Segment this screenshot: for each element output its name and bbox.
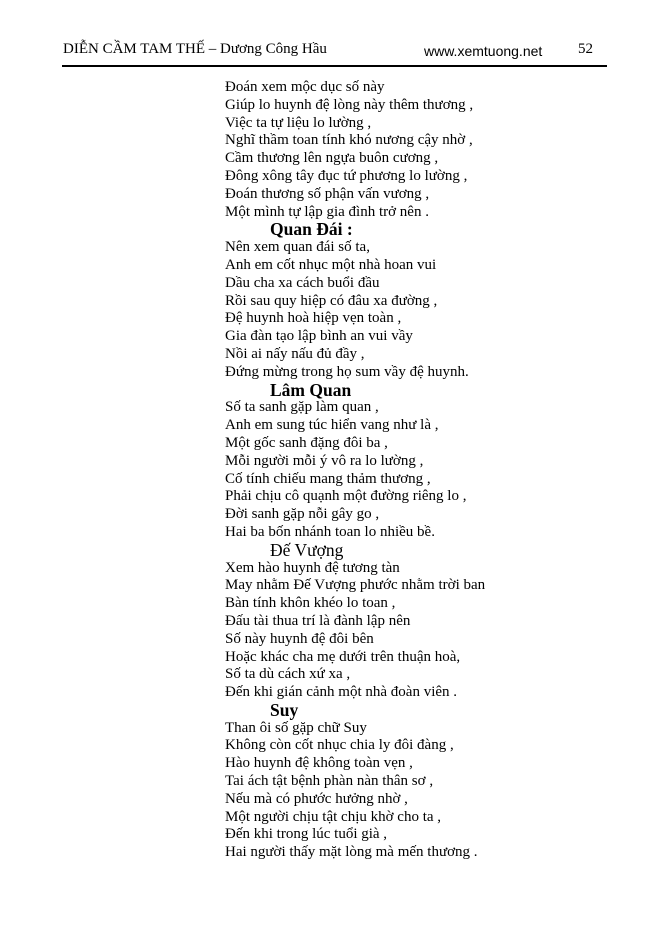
poem-line: Dầu cha xa cách buổi đầu bbox=[225, 274, 380, 291]
poem-line: Nồi ai nấy nấu đủ đầy , bbox=[225, 345, 365, 362]
poem-line: Nếu mà có phước hưởng nhờ , bbox=[225, 790, 408, 807]
poem-line: Anh em cốt nhục một nhà hoan vui bbox=[225, 256, 437, 273]
poem-line: Xem hào huynh đệ tương tàn bbox=[225, 559, 400, 576]
header-page-number: 52 bbox=[578, 41, 593, 57]
poem-line: Hai ba bốn nhánh toan lo nhiều bề. bbox=[225, 523, 435, 540]
poem-line: Đấu tài thua trí là đành lập nên bbox=[225, 612, 411, 629]
poem-line: Than ôi số gặp chữ Suy bbox=[225, 719, 367, 736]
poem-line: Không còn cốt nhục chia ly đôi đàng , bbox=[225, 737, 454, 754]
header-divider-rule bbox=[62, 65, 607, 67]
section-heading: Đế Vượng bbox=[270, 539, 344, 560]
poem-line: Đứng mừng trong họ sum vầy đệ huynh. bbox=[225, 363, 469, 380]
poem-line: Tai ách tật bệnh phàn nàn thân sơ , bbox=[225, 773, 434, 790]
poem-line: Đông xông tây đục tứ phương lo lường , bbox=[225, 167, 468, 184]
header-book-title: DIỄN CẦM TAM THẾ – Dương Công Hầu bbox=[63, 41, 327, 57]
header-website-url: www.xemtuong.net bbox=[424, 43, 543, 59]
poem-line: Đệ huynh hoà hiệp vẹn toàn , bbox=[225, 310, 402, 327]
poem-line: Nghĩ thầm toan tính khó nương cậy nhờ , bbox=[225, 132, 473, 149]
poem-line: Cố tính chiếu mang thảm thương , bbox=[225, 470, 431, 487]
poem-line: Đến khi trong lúc tuổi già , bbox=[225, 826, 388, 843]
poem-line: May nhằm Đế Vượng phước nhằm trời ban bbox=[225, 577, 486, 594]
poem-line: Mỗi người mỗi ý vô ra lo lường , bbox=[225, 452, 424, 469]
poem-line: Anh em sung túc hiển vang như là , bbox=[225, 417, 439, 434]
poem-line: Giúp lo huynh đệ lòng này thêm thương , bbox=[225, 96, 474, 113]
poem-line: Một mình tự lập gia đình trở nên . bbox=[225, 203, 429, 220]
poem-line: Hai người thấy mặt lòng mà mến thương . bbox=[225, 844, 478, 861]
poem-line: Một người chịu tật chịu khờ cho ta , bbox=[225, 808, 442, 825]
section-heading: Suy bbox=[270, 699, 299, 720]
poem-line: Số ta sanh gặp làm quan , bbox=[225, 399, 379, 416]
poem-line: Gia đàn tạo lập bình an vui vầy bbox=[225, 328, 413, 345]
poem-line: Đến khi gián cảnh một nhà đoàn viên . bbox=[225, 684, 458, 701]
poem-line: Đời sanh gặp nỗi gây go , bbox=[225, 506, 380, 523]
poem-line: Phải chịu cô quạnh một đường riêng lo , bbox=[225, 488, 467, 505]
section-heading: Quan Đái : bbox=[270, 219, 353, 240]
poem-line: Rồi sau quy hiệp có đâu xa đường , bbox=[225, 292, 438, 309]
poem-line: Hào huynh đệ không toàn vẹn , bbox=[225, 755, 413, 772]
poem-body bbox=[225, 79, 625, 862]
poem-line: Đoán thương số phận vấn vương , bbox=[225, 185, 430, 202]
section-heading: Lâm Quan bbox=[270, 379, 352, 400]
poem-line: Cầm thương lên ngựa buôn cương , bbox=[225, 150, 439, 167]
poem-line: Đoán xem mộc dục số này bbox=[225, 79, 385, 95]
poem-line: Số ta dù cách xứ xa , bbox=[225, 666, 351, 683]
poem-line: Bàn tính khôn khéo lo toan , bbox=[225, 595, 396, 612]
poem-line: Nên xem quan đái số ta, bbox=[225, 239, 370, 256]
poem-line: Số này huynh đệ đôi bên bbox=[225, 630, 374, 647]
poem-line: Việc ta tự liệu lo lường , bbox=[225, 114, 372, 131]
poem-line: Một gốc sanh đặng đôi ba , bbox=[225, 434, 388, 451]
poem-line: Hoặc khác cha mẹ dưới trên thuận hoà, bbox=[225, 648, 461, 665]
